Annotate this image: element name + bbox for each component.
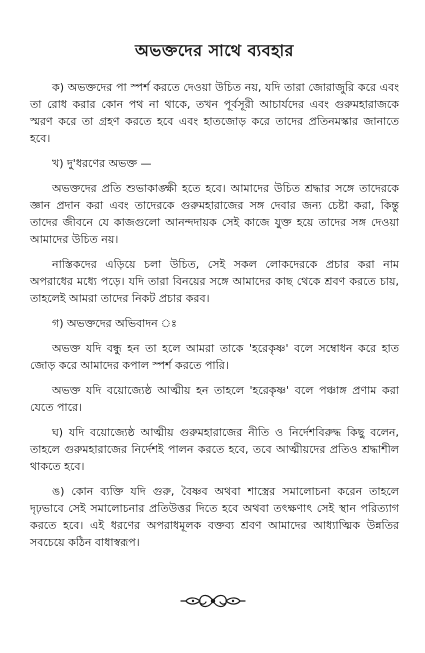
paragraph-ga-1: অভক্ত যদি বন্ধু হন তা হলে আমরা তাকে 'হরেকৃষ্ণ' বলে সম্বোধন করে হাত জোড় করে আমাদের কপাল স্পর্শ করতে পারি। (30, 342, 399, 372)
floral-ornament-icon (0, 590, 425, 612)
paragraph-kha-1: অভক্তদের প্রতি শুভাকাঙ্ক্ষী হতে হবে। আমাদের উচিত শ্রদ্ধার সঙ্গে তাদেরকে জ্ঞান প্রদান করা এবং তাদেরকে গুরুমহারাজের সঙ্গ দেবার জন্য চেষ্টা করা, কিন্তু তাদের জীবনে যে কাজগুলো আনন্দদায়ক সেই কাজে যুক্ত হয়ে তাদের সঙ্গ দেওয়া আমাদের উচিত নয়। (30, 182, 399, 246)
paragraph-ga-2: অভক্ত যদি বয়োজ্যেষ্ঠ আত্মীয় হন তাহলে 'হরেকৃষ্ণ' বলে পঞ্চাঙ্গ প্রণাম করা যেতে পারে। (30, 384, 399, 414)
page-title: অভক্তদের সাথে ব্যবহার (135, 41, 294, 60)
paragraph-gha: ঘ) যদি বয়োজ্যেষ্ঠ আত্মীয় গুরুমহারাজের নীতি ও নির্দেশবিরুদ্ধ কিছু বলেন, তাহলে গুরুমহারাজের নির্দেশই পালন করতে হবে, তবে আত্মীয়দের প্রতিও শ্রদ্ধাশীল থাকতে হবে। (30, 426, 399, 473)
paragraph-ka: ক) অভক্তদের পা স্পর্শ করতে দেওয়া উচিত নয়, যদি তারা জোরাজুরি করে এবং তা রোধ করার কোন পথ না থাকে, তখন পূর্বসূরী আচার্যদের এবং গুরুমহারাজকে স্মরণ করে তা গ্রহণ করতে হবে এবং হাতজোড় করে তাদের প্রতিনমস্কার জানাতে হবে। (30, 81, 399, 145)
paragraph-kha-2: নাস্তিকদের এড়িয়ে চলা উচিত, সেই সকল লোকদেরকে প্রচার করা নাম অপরাধের মধ্যে পড়ে। যদি তারা বিনয়ের সঙ্গে আমাদের কাছ থেকে শ্রবণ করতে চায়, তাহলেই আমরা তাদের নিকট প্রচার করব। (30, 258, 399, 305)
paragraph-umo: ঙ) কোন ব্যক্তি যদি গুরু, বৈষ্ণব অথবা শাস্ত্রের সমালোচনা করেন তাহলে দৃঢ়ভাবে সেই সমালোচনার প্রতিউত্তর দিতে হবে অথবা তৎক্ষণাৎ সেই স্থান পরিত্যাগ করতে হবে। এই ধরণের অপরাধমূলক বক্তব্য শ্রবণ আমাদের আধ্যাত্মিক উন্নতির সবচেয়ে কঠিন বাধাস্বরূপ। (30, 485, 399, 549)
heading-ga: গ) অভক্তদের অভিবাদন ঃ (52, 317, 177, 330)
heading-kha: খ) দু'ধরণের অভক্ত — (52, 157, 152, 170)
floral-ornament-svg (178, 590, 248, 612)
